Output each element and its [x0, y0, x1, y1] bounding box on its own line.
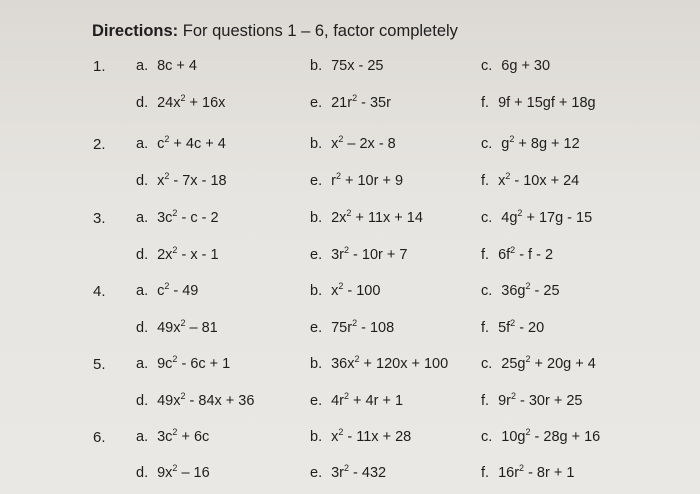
problem-expression: $36x^2 + 120x + 100$ [331, 354, 449, 372]
problem-expression: $16r^2 - 8r + 1$ [498, 463, 575, 481]
problem-item [481, 210, 592, 226]
exponent: 2 [180, 93, 186, 103]
problem-item [136, 320, 218, 336]
exponent: 2 [180, 318, 186, 328]
problem-item [310, 465, 386, 481]
problem-label: b. [310, 210, 323, 226]
exponent: 2 [338, 281, 344, 291]
problem-label: f. [481, 95, 490, 111]
problem-item [481, 393, 582, 409]
problem-item [136, 210, 219, 226]
exponent: 2 [510, 391, 516, 401]
directions-text: For questions 1 – 6, factor completely [178, 22, 458, 40]
exponent: 2 [164, 281, 170, 291]
exponent: 2 [172, 245, 178, 255]
question-number: 5. [93, 356, 106, 373]
problem-label: b. [310, 283, 323, 299]
exponent: 2 [352, 93, 358, 103]
problem-expression: $x^2 - 2x - 8$ [331, 134, 396, 152]
problem-expression: $4r^2 + 4r + 1$ [331, 391, 404, 409]
problem-item [481, 247, 553, 263]
problem-expression: $75r^2 - 108$ [331, 318, 395, 336]
directions-label: Directions: [92, 22, 179, 40]
exponent: 2 [338, 427, 344, 437]
problem-item [310, 429, 411, 445]
problem-label: f. [481, 320, 490, 336]
problem-label: a. [136, 429, 149, 445]
problem-item [481, 173, 579, 189]
problem-expression: $c^2 - 49$ [157, 281, 199, 299]
problem-label: a. [136, 356, 149, 372]
problem-expression: 75x - 25 [331, 58, 384, 74]
problem-label: d. [136, 393, 149, 409]
problem-expression: $10g^2 - 28g + 16$ [501, 427, 601, 445]
problem-label: f. [481, 173, 490, 189]
problem-item [481, 283, 560, 299]
problem-expression: $9c^2 - 6c + 1$ [157, 354, 231, 372]
exponent: 2 [352, 318, 358, 328]
problem-expression: 8c + 4 [157, 58, 197, 74]
problem-item [310, 58, 384, 74]
problem-label: a. [136, 283, 149, 299]
problem-item [136, 465, 210, 481]
exponent: 2 [172, 208, 178, 218]
exponent: 2 [510, 245, 516, 255]
problem-item [136, 173, 227, 189]
exponent: 2 [164, 134, 170, 144]
problem-label: c. [481, 356, 493, 372]
problem-label: d. [136, 465, 149, 481]
exponent: 2 [172, 427, 178, 437]
problem-item [136, 429, 209, 445]
problem-label: b. [310, 58, 323, 74]
problem-label: e. [310, 173, 323, 189]
problem-expression: $x^2 - 11x + 28$ [331, 427, 412, 445]
problem-expression: $49x^2 - 84x + 36$ [157, 391, 255, 409]
exponent: 2 [525, 354, 531, 364]
problem-item [136, 356, 230, 372]
problem-item [136, 247, 219, 263]
exponent: 2 [344, 463, 350, 473]
problem-label: b. [310, 136, 323, 152]
problem-item [136, 58, 197, 74]
problem-item [481, 465, 574, 481]
problem-label: d. [136, 320, 149, 336]
problem-expression: $6f^2$ - f - 2 [498, 245, 554, 263]
problem-expression: $x^2 - 10x + 24$ [498, 171, 580, 189]
problem-label: f. [481, 247, 490, 263]
problem-expression: $3c^2 + 6c$ [157, 427, 210, 445]
problem-expression: $49x^2 - 81$ [157, 318, 218, 336]
problem-label: e. [310, 247, 323, 263]
exponent: 2 [338, 134, 344, 144]
exponent: 2 [344, 245, 350, 255]
problem-item [481, 429, 600, 445]
problem-label: f. [481, 465, 490, 481]
problem-item [310, 393, 403, 409]
question-number: 1. [93, 58, 106, 75]
question-number: 2. [93, 136, 106, 153]
exponent: 2 [519, 463, 525, 473]
problem-label: b. [310, 429, 323, 445]
problem-item [310, 136, 396, 152]
exponent: 2 [346, 208, 352, 218]
problem-label: e. [310, 465, 323, 481]
directions-heading [92, 22, 458, 41]
exponent: 2 [335, 171, 341, 181]
exponent: 2 [509, 134, 515, 144]
problem-expression: 9f + 15gf + 18g [498, 95, 596, 111]
question-number: 6. [93, 429, 106, 446]
problem-expression: $g^2 + 8g + 12$ [501, 134, 580, 152]
problem-item [481, 95, 596, 111]
problem-expression: $x^2 - 100$ [331, 281, 381, 299]
problem-item [481, 320, 544, 336]
problem-item [310, 283, 380, 299]
problem-label: e. [310, 95, 323, 111]
exponent: 2 [517, 208, 523, 218]
exponent: 2 [172, 354, 178, 364]
problem-expression: $21r^2 - 35r$ [331, 93, 391, 111]
problem-expression: $3r^2 - 10r + 7$ [331, 245, 408, 263]
problem-item [310, 356, 448, 372]
problem-expression: 6g + 30 [501, 58, 551, 74]
question-number: 4. [93, 283, 106, 300]
problem-expression: $r^2 + 10r + 9$ [331, 171, 404, 189]
problem-item [310, 173, 403, 189]
problem-expression: $c^2 + 4c + 4$ [157, 134, 226, 152]
problem-item [136, 393, 254, 409]
problem-expression: $9x^2 - 16$ [157, 463, 210, 481]
problem-label: d. [136, 95, 149, 111]
problem-label: c. [481, 136, 493, 152]
problem-label: f. [481, 393, 490, 409]
problem-expression: $9r^2 - 30r + 25$ [498, 391, 583, 409]
problem-label: c. [481, 210, 493, 226]
problem-expression: $5f^2 - 20$ [498, 318, 545, 336]
problem-item [481, 58, 550, 74]
exponent: 2 [164, 171, 170, 181]
problem-expression: $24x^2 + 16x$ [157, 93, 226, 111]
problem-expression: $3c^2$ - c - 2 [157, 208, 219, 226]
problem-label: c. [481, 283, 493, 299]
problem-item [310, 247, 407, 263]
problem-item [481, 136, 580, 152]
problem-label: c. [481, 58, 493, 74]
exponent: 2 [525, 427, 531, 437]
question-number: 3. [93, 210, 106, 227]
problem-label: a. [136, 58, 149, 74]
problem-expression: $3r^2 - 432$ [331, 463, 387, 481]
problem-label: a. [136, 210, 149, 226]
problem-item [310, 95, 391, 111]
problem-item [310, 320, 394, 336]
problem-item [136, 283, 198, 299]
problem-label: e. [310, 393, 323, 409]
problem-item [136, 95, 225, 111]
problem-expression: $25g^2 + 20g + 4$ [501, 354, 596, 372]
problem-item [136, 136, 226, 152]
problem-item [481, 356, 596, 372]
problem-label: d. [136, 173, 149, 189]
exponent: 2 [525, 281, 531, 291]
problem-expression: $36g^2 - 25$ [501, 281, 560, 299]
problem-label: a. [136, 136, 149, 152]
problem-label: d. [136, 247, 149, 263]
problem-expression: $2x^2 + 11x + 14$ [331, 208, 423, 226]
exponent: 2 [344, 391, 350, 401]
problem-label: b. [310, 356, 323, 372]
problem-label: e. [310, 320, 323, 336]
exponent: 2 [172, 463, 178, 473]
exponent: 2 [505, 171, 511, 181]
exponent: 2 [180, 391, 186, 401]
exponent: 2 [510, 318, 516, 328]
problem-expression: $4g^2 + 17g - 15$ [501, 208, 593, 226]
problem-item [310, 210, 423, 226]
problem-expression: $2x^2$ - x - 1 [157, 245, 219, 263]
exponent: 2 [354, 354, 360, 364]
problem-expression: $x^2 - 7x - 18$ [157, 171, 227, 189]
problem-label: c. [481, 429, 493, 445]
